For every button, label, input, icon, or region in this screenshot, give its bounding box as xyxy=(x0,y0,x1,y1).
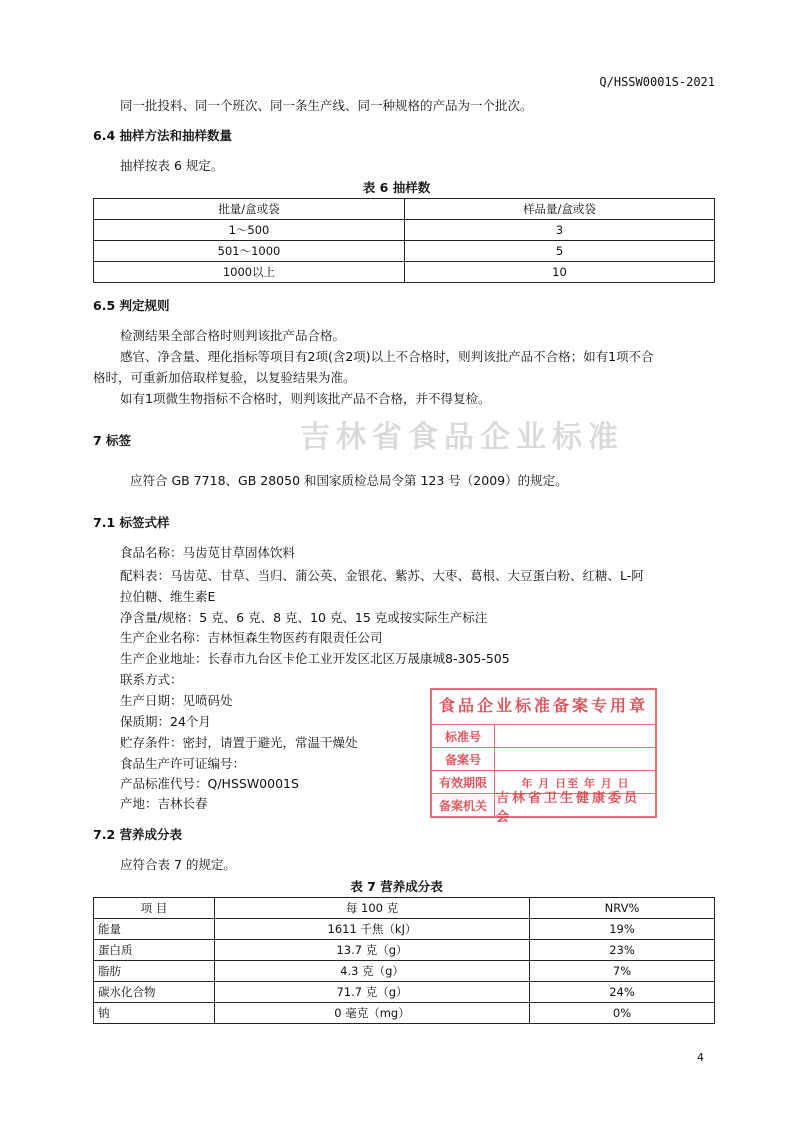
table-cell: 19% xyxy=(530,919,715,940)
table-cell: 蛋白质 xyxy=(94,940,215,961)
paragraph: 检测结果全部合格时则判该批产品合格。 xyxy=(120,328,346,343)
table-row xyxy=(94,940,715,961)
label-line: 生产日期：见喷码处 xyxy=(120,693,233,708)
table-header-row xyxy=(94,898,715,919)
section-heading-7-2: 7.2 营养成分表 xyxy=(93,827,182,842)
table-cell: 23% xyxy=(530,940,715,961)
table-cell: 10 xyxy=(405,262,715,283)
paragraph: 同一批投料、同一个班次、同一条生产线、同一种规格的产品为一个批次。 xyxy=(120,98,533,113)
table-cell: 5 xyxy=(405,241,715,262)
section-heading-7-1: 7.1 标签式样 xyxy=(93,515,170,530)
table-header-cell: 样品量/盒或袋 xyxy=(405,199,715,220)
table6-caption: 表 6 抽样数 xyxy=(362,180,431,195)
table-cell: 7% xyxy=(530,961,715,982)
stamp-label: 备案机关 xyxy=(432,794,495,817)
table-row xyxy=(94,241,715,262)
doc-code: Q/HSSW0001S-2021 xyxy=(599,75,715,89)
label-line: 食品名称：马齿苋甘草固体饮料 xyxy=(120,545,296,560)
label-line: 产品标准代号：Q/HSSW0001S xyxy=(120,776,299,791)
table-row xyxy=(94,262,715,283)
stamp-value: 年 月 日至 年 月 日 xyxy=(521,776,630,790)
table-row xyxy=(94,1003,715,1024)
paragraph: 感官、净含量、理化指标等项目有2项(含2项)以上不合格时，则判该批产品不合格；如有1项不合 xyxy=(120,349,654,364)
table-header-cell: 每 100 克 xyxy=(215,898,530,919)
label-line: 净含量/规格：5 克、6 克、8 克、10 克、15 克或按实际生产标注 xyxy=(120,610,488,625)
table-cell: 71.7 克（g） xyxy=(215,982,530,1003)
table-header-cell: 项 目 xyxy=(94,898,215,919)
table-row xyxy=(94,919,715,940)
table-header-cell: NRV% xyxy=(530,898,715,919)
table-row xyxy=(94,982,715,1003)
table-cell: 3 xyxy=(405,220,715,241)
paragraph: 格时，可重新加倍取样复验，以复验结果为准。 xyxy=(93,370,356,385)
table-cell: 能量 xyxy=(94,919,215,940)
label-line: 食品生产许可证编号： xyxy=(120,756,246,771)
filing-stamp xyxy=(430,688,657,825)
table-cell: 13.7 克（g） xyxy=(215,940,530,961)
table-cell: 脂肪 xyxy=(94,961,215,982)
table-cell: 4.3 克（g） xyxy=(215,961,530,982)
label-line: 产地：吉林长春 xyxy=(120,796,208,811)
stamp-label: 备案号 xyxy=(432,748,495,771)
stamp-label: 标准号 xyxy=(432,725,495,748)
table-cell: 1～500 xyxy=(94,220,405,241)
table-row xyxy=(94,220,715,241)
page-number: 4 xyxy=(697,1051,704,1064)
table-cell: 1000以上 xyxy=(94,262,405,283)
stamp-value: 吉林省卫生健康委员会 xyxy=(496,790,641,825)
label-line: 配料表：马齿苋、甘草、当归、蒲公英、金银花、紫苏、大枣、葛根、大豆蛋白粉、红糖、L-阿 xyxy=(120,568,644,583)
table-header-cell: 批量/盒或袋 xyxy=(94,199,405,220)
table-cell: 0 毫克（mg） xyxy=(215,1003,530,1024)
section-heading-7: 7 标签 xyxy=(93,433,132,448)
label-line: 联系方式： xyxy=(120,672,183,687)
table-header-row xyxy=(94,199,715,220)
table-cell: 钠 xyxy=(94,1003,215,1024)
paragraph: 抽样按表 6 规定。 xyxy=(120,158,224,173)
section-heading-6-4: 6.4 抽样方法和抽样数量 xyxy=(93,128,232,143)
stamp-label: 有效期限 xyxy=(432,771,495,794)
stamp-title: 食品企业标准备案专用章 xyxy=(438,696,648,715)
table6 xyxy=(93,198,715,283)
label-line: 拉伯糖、维生素E xyxy=(120,589,216,604)
table7-caption: 表 7 营养成分表 xyxy=(350,879,443,894)
paragraph: 如有1项微生物指标不合格时，则判该批产品不合格，并不得复检。 xyxy=(120,391,491,406)
section-heading-6-5: 6.5 判定规则 xyxy=(93,298,170,313)
table-cell: 1611 千焦（kJ） xyxy=(215,919,530,940)
table7 xyxy=(93,897,715,1024)
watermark: 吉林省食品企业标准 xyxy=(300,420,624,455)
table-cell: 501～1000 xyxy=(94,241,405,262)
label-line: 生产企业名称：吉林恒森生物医药有限责任公司 xyxy=(120,630,383,645)
table-cell: 碳水化合物 xyxy=(94,982,215,1003)
paragraph: 应符合表 7 的规定。 xyxy=(120,857,236,872)
label-line: 保质期：24个月 xyxy=(120,714,211,729)
table-row xyxy=(94,961,715,982)
label-line: 贮存条件：密封，请置于避光，常温干燥处 xyxy=(120,735,358,750)
table-cell: 0% xyxy=(530,1003,715,1024)
label-line: 生产企业地址：长春市九台区卡伦工业开发区北区万晟康城8-305-505 xyxy=(120,651,510,666)
table-cell: 24% xyxy=(530,982,715,1003)
paragraph: 应符合 GB 7718、GB 28050 和国家质检总局令第 123 号（2009）的规定。 xyxy=(130,473,568,488)
